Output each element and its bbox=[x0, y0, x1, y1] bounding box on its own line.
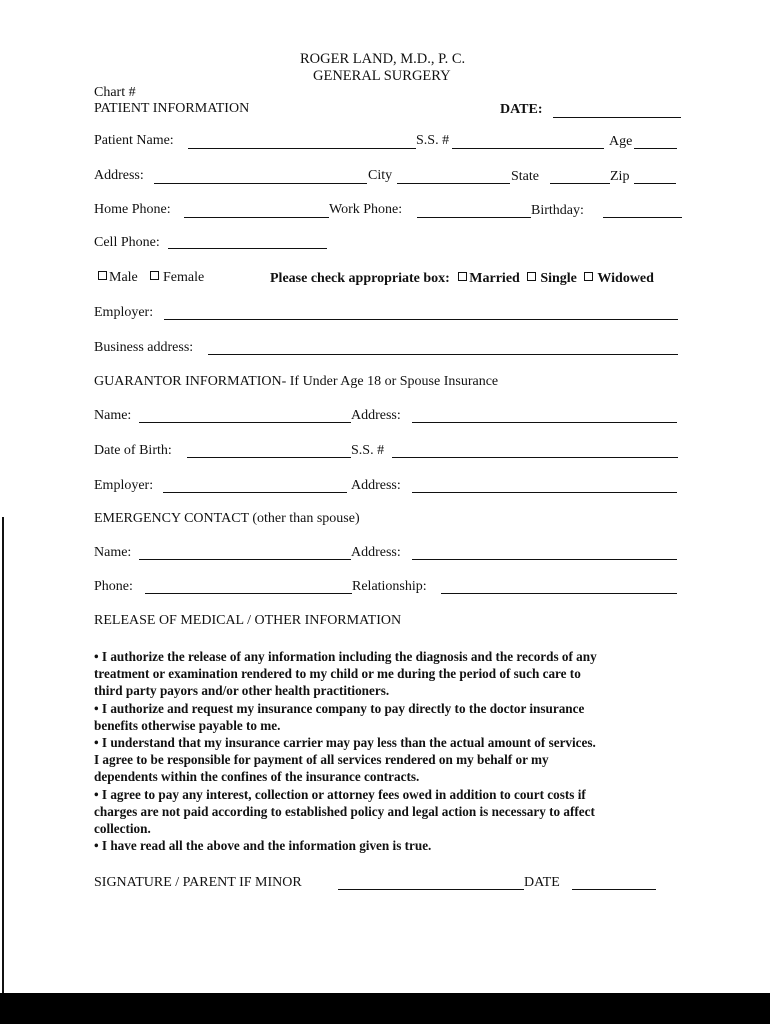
guarantor-name-label: Name: bbox=[94, 408, 132, 423]
single-checkbox[interactable] bbox=[527, 272, 536, 281]
release-line: • I understand that my insurance carrier may pay less than the actual amount of services. bbox=[94, 735, 596, 751]
marital-prompt: Please check appropriate box: bbox=[270, 271, 450, 286]
widowed-label: Widowed bbox=[597, 271, 654, 286]
patient-address-label: Address: bbox=[94, 168, 144, 183]
patient-employer-label: Employer: bbox=[94, 305, 154, 320]
widowed-checkbox[interactable] bbox=[584, 272, 593, 281]
home-phone-field[interactable] bbox=[184, 217, 329, 218]
practice-name: ROGER LAND, M.D., P. C. bbox=[300, 51, 466, 67]
birthday-label: Birthday: bbox=[531, 203, 584, 218]
patient-ss-label: S.S. # bbox=[416, 133, 450, 148]
guarantor-employer-address-label: Address: bbox=[351, 478, 401, 493]
emergency-relationship-field[interactable] bbox=[441, 593, 677, 594]
cell-phone-field[interactable] bbox=[168, 248, 327, 249]
release-line: benefits otherwise payable to me. bbox=[94, 717, 281, 733]
date-label: DATE: bbox=[500, 102, 543, 117]
signature-field[interactable] bbox=[338, 889, 524, 890]
patient-zip-label: Zip bbox=[610, 169, 630, 184]
patient-ss-field[interactable] bbox=[452, 148, 604, 149]
release-line: • I authorize the release of any information including the diagnosis and the records of any bbox=[94, 649, 597, 664]
guarantor-dob-label: Date of Birth: bbox=[94, 443, 172, 458]
emergency-phone-label: Phone: bbox=[94, 579, 133, 594]
patient-state-label: State bbox=[511, 169, 539, 184]
release-text bbox=[94, 648, 684, 854]
signature-label: SIGNATURE / PARENT IF MINOR bbox=[94, 875, 302, 890]
marital-status-group bbox=[270, 271, 654, 287]
gender-male-option[interactable] bbox=[96, 270, 138, 286]
guarantor-address-field[interactable] bbox=[412, 422, 677, 423]
release-line: collection. bbox=[94, 821, 151, 837]
release-line: treatment or examination rendered to my child or me during the period of such care to bbox=[94, 666, 581, 682]
business-address-label: Business address: bbox=[94, 340, 194, 355]
patient-employer-field[interactable] bbox=[164, 319, 678, 320]
guarantor-title: GUARANTOR INFORMATION- If Under Age 18 or Spouse Insurance bbox=[94, 374, 499, 389]
patient-state-field[interactable] bbox=[550, 183, 610, 184]
single-label: Single bbox=[540, 271, 577, 286]
gender-female-option[interactable] bbox=[148, 270, 204, 286]
home-phone-label: Home Phone: bbox=[94, 202, 171, 217]
male-checkbox[interactable] bbox=[98, 271, 107, 280]
signature-date-field[interactable] bbox=[572, 889, 656, 890]
birthday-field[interactable] bbox=[603, 217, 682, 218]
guarantor-employer-label: Employer: bbox=[94, 478, 154, 493]
scan-edge-mark bbox=[2, 517, 4, 995]
chart-number-label: Chart # bbox=[94, 85, 136, 100]
patient-name-field[interactable] bbox=[188, 148, 416, 149]
guarantor-dob-field[interactable] bbox=[187, 457, 351, 458]
guarantor-name-field[interactable] bbox=[139, 422, 351, 423]
female-checkbox[interactable] bbox=[150, 271, 159, 280]
release-line: dependents within the confines of the insurance contracts. bbox=[94, 769, 420, 785]
work-phone-field[interactable] bbox=[417, 217, 531, 218]
business-address-field[interactable] bbox=[208, 354, 678, 355]
guarantor-address-label: Address: bbox=[351, 408, 401, 423]
release-line: third party payors and/or other health practitioners. bbox=[94, 683, 390, 699]
release-line: I agree to be responsible for payment of all services rendered on my behalf or my bbox=[94, 752, 549, 768]
work-phone-label: Work Phone: bbox=[329, 202, 403, 217]
emergency-name-field[interactable] bbox=[139, 559, 351, 560]
guarantor-ss-label: S.S. # bbox=[351, 443, 385, 458]
scan-bottom-border bbox=[0, 993, 770, 1024]
date-field[interactable] bbox=[553, 117, 681, 118]
emergency-address-field[interactable] bbox=[412, 559, 677, 560]
patient-age-label: Age bbox=[609, 134, 633, 149]
emergency-phone-field[interactable] bbox=[145, 593, 352, 594]
emergency-address-label: Address: bbox=[351, 545, 401, 560]
male-label: Male bbox=[109, 270, 138, 285]
release-line: charges are not paid according to established policy and legal action is necessary to affect bbox=[94, 803, 595, 819]
practice-specialty: GENERAL SURGERY bbox=[313, 68, 451, 84]
emergency-relationship-label: Relationship: bbox=[352, 579, 427, 594]
signature-date-label: DATE bbox=[524, 875, 560, 890]
guarantor-employer-field[interactable] bbox=[163, 492, 347, 493]
patient-city-label: City bbox=[368, 168, 393, 183]
patient-address-field[interactable] bbox=[154, 183, 367, 184]
release-title: RELEASE OF MEDICAL / OTHER INFORMATION bbox=[94, 613, 402, 628]
cell-phone-label: Cell Phone: bbox=[94, 235, 160, 250]
married-label: Married bbox=[469, 271, 520, 286]
release-line: • I authorize and request my insurance company to pay directly to the doctor insurance bbox=[94, 700, 585, 716]
married-checkbox[interactable] bbox=[458, 272, 467, 281]
patient-age-field[interactable] bbox=[634, 148, 677, 149]
guarantor-employer-address-field[interactable] bbox=[412, 492, 677, 493]
patient-name-label: Patient Name: bbox=[94, 133, 174, 148]
section-title-patient: PATIENT INFORMATION bbox=[94, 101, 250, 116]
release-line: • I have read all the above and the information given is true. bbox=[94, 838, 432, 854]
release-line: • I agree to pay any interest, collection or attorney fees owed in addition to court costs if bbox=[94, 786, 586, 802]
guarantor-ss-field[interactable] bbox=[392, 457, 678, 458]
patient-zip-field[interactable] bbox=[634, 183, 676, 184]
emergency-name-label: Name: bbox=[94, 545, 132, 560]
patient-city-field[interactable] bbox=[397, 183, 510, 184]
emergency-title: EMERGENCY CONTACT (other than spouse) bbox=[94, 511, 360, 526]
female-label: Female bbox=[163, 270, 205, 285]
